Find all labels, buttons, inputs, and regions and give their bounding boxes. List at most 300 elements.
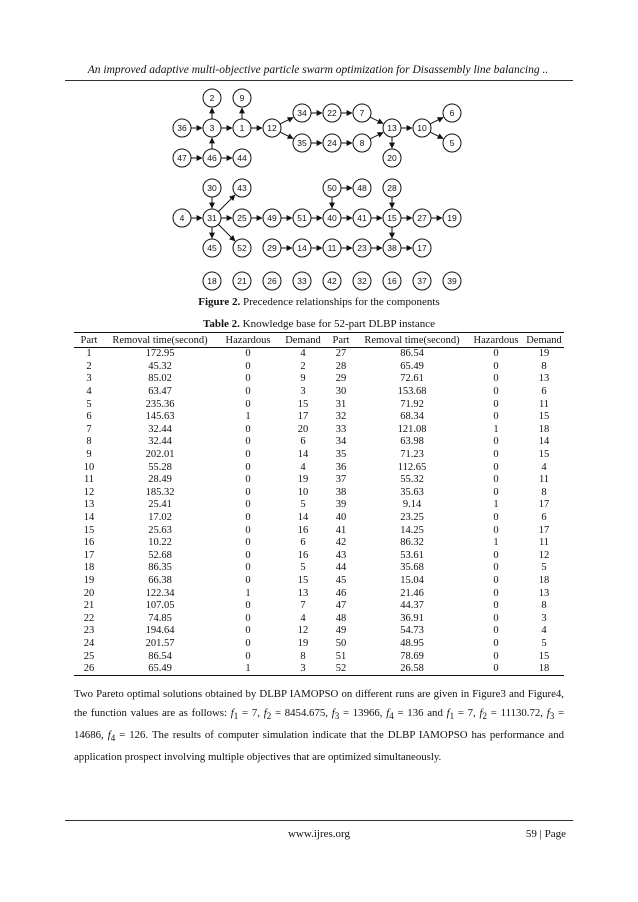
table-cell: 0 <box>493 474 499 486</box>
table-cell: 42 <box>335 537 347 549</box>
table-cell: 6 <box>541 386 547 398</box>
table-cell: 0 <box>245 449 251 461</box>
edge-10-5 <box>430 132 443 139</box>
node-label: 28 <box>387 183 397 194</box>
table-cell: 21 <box>83 600 95 612</box>
table-cell: 66.38 <box>148 574 172 586</box>
table-cell: 0 <box>245 637 251 649</box>
table-cell: 0 <box>493 524 499 536</box>
node-label: 47 <box>177 153 187 164</box>
table-cell: 10.22 <box>148 537 172 549</box>
table-cell: 3 <box>86 373 92 385</box>
node-label: 25 <box>237 213 247 224</box>
table-cell: 7 <box>300 600 306 612</box>
node-50 <box>323 179 341 197</box>
table-cell: 15.04 <box>400 574 424 586</box>
table-cell: 35.68 <box>400 562 424 574</box>
table-cell: 51 <box>335 650 347 662</box>
table-cell: 8 <box>541 360 547 372</box>
node-label: 18 <box>207 276 217 287</box>
node-43 <box>233 179 251 197</box>
table-cell: 185.32 <box>145 486 175 498</box>
table-cell: 20 <box>83 587 95 599</box>
table-cell: 19 <box>297 474 309 486</box>
table-cell: 1 <box>86 348 92 360</box>
table-cell: 0 <box>493 625 499 637</box>
sol2-f4: f <box>107 729 111 742</box>
table-cell: 45.32 <box>148 360 172 372</box>
table-header-cell: Hazardous <box>216 333 280 348</box>
node-10 <box>413 119 431 137</box>
sol2-f2-sub: 2 <box>482 711 488 722</box>
node-label: 34 <box>297 108 307 119</box>
table-cell: 40 <box>335 512 347 524</box>
table-cell: 0 <box>493 436 499 448</box>
table-cell: 121.08 <box>397 423 427 435</box>
table-cell: 17 <box>538 499 550 511</box>
table-cell: 19 <box>297 637 309 649</box>
node-label: 46 <box>207 153 217 164</box>
node-label: 40 <box>327 213 337 224</box>
footer-url: www.ijres.org <box>287 828 351 840</box>
table-cell: 8 <box>86 436 92 448</box>
sol2-f4-sub: 4 <box>110 733 116 744</box>
table-cell: 16 <box>297 549 309 561</box>
node-13 <box>383 119 401 137</box>
table-cell: 86.54 <box>400 348 424 360</box>
table-row <box>74 562 564 575</box>
table-cell: 4 <box>86 386 92 398</box>
node-45 <box>203 239 221 257</box>
node-35 <box>293 134 311 152</box>
table-cell: 0 <box>245 436 251 448</box>
sol2-f3: f <box>546 707 550 719</box>
node-20 <box>383 149 401 167</box>
table-cell: 18 <box>538 423 550 435</box>
node-16 <box>383 272 401 290</box>
node-48 <box>353 179 371 197</box>
node-label: 38 <box>387 243 397 254</box>
table-cell: 15 <box>297 574 309 586</box>
table-cell: 3 <box>300 386 306 398</box>
node-label: 39 <box>447 276 457 287</box>
table-cell: 16 <box>297 524 309 536</box>
table-cell: 8 <box>300 650 306 662</box>
node-31 <box>203 209 221 227</box>
node-24 <box>323 134 341 152</box>
table-row <box>74 386 564 399</box>
sol1-f2-sub: 2 <box>266 711 272 722</box>
node-label: 21 <box>237 276 247 287</box>
node-44 <box>233 149 251 167</box>
table-cell: 25 <box>83 650 95 662</box>
table-cell: 0 <box>493 348 499 360</box>
sol1-f2-val: = 8454.675 <box>274 707 326 719</box>
node-label: 11 <box>327 243 337 254</box>
table-cell: 0 <box>245 373 251 385</box>
node-34 <box>293 104 311 122</box>
table-cell: 1 <box>493 537 499 549</box>
node-label: 19 <box>447 213 457 224</box>
sol2-f3-val: = 14686 <box>74 707 565 742</box>
node-18 <box>203 272 221 290</box>
para-tail: . The results of computer simulation indicate that the DLBP IAMOPSO has performance and application prospect involving multiple objectives that are optimized simultaneously. <box>74 729 565 764</box>
figure-caption <box>0 296 638 308</box>
table-cell: 22 <box>83 612 95 624</box>
table-cell: 2 <box>300 360 306 372</box>
table-cell: 72.61 <box>400 373 424 385</box>
table-cell: 122.34 <box>145 587 175 599</box>
table-cell: 33 <box>335 423 347 435</box>
table-cell: 17.02 <box>148 512 172 524</box>
table-cell: 15 <box>538 411 550 423</box>
sol2-f4-val: = 126 <box>119 729 146 742</box>
node-label: 51 <box>297 213 307 224</box>
node-label: 20 <box>387 153 397 164</box>
table-cell: 0 <box>493 562 499 574</box>
table-cell: 13 <box>538 587 550 599</box>
table-cell: 30 <box>335 386 347 398</box>
table-cell: 153.68 <box>397 386 427 398</box>
node-22 <box>323 104 341 122</box>
table-cell: 0 <box>245 348 251 360</box>
table-caption <box>0 318 638 330</box>
table-row <box>74 474 564 487</box>
table-row <box>74 411 564 424</box>
table-header-cell: Demand <box>524 333 564 348</box>
table-cell: 48 <box>335 612 347 624</box>
edge-31-43 <box>218 195 235 212</box>
table-cell: 0 <box>245 650 251 662</box>
table-cell: 7 <box>86 423 92 435</box>
node-label: 3 <box>209 123 215 134</box>
table-row <box>74 625 564 638</box>
node-33 <box>293 272 311 290</box>
table-header-cell: Part <box>74 333 104 348</box>
node-label: 6 <box>449 108 455 119</box>
table-row <box>74 512 564 525</box>
node-label: 29 <box>267 243 277 254</box>
table-row <box>74 663 564 676</box>
table-cell: 15 <box>538 650 550 662</box>
table-cell: 17 <box>538 524 550 536</box>
node-label: 22 <box>327 108 337 119</box>
table-cell: 18 <box>83 562 95 574</box>
table-cell: 0 <box>245 423 251 435</box>
node-label: 7 <box>359 108 365 119</box>
table-cell: 21.46 <box>400 587 424 599</box>
table-cell: 0 <box>245 486 251 498</box>
table-cell: 86.32 <box>400 537 424 549</box>
footer-rule <box>65 820 573 821</box>
table-cell: 14 <box>83 512 95 524</box>
node-1 <box>233 119 251 137</box>
node-46 <box>203 149 221 167</box>
table-cell: 35.63 <box>400 486 424 498</box>
table-cell: 10 <box>297 486 309 498</box>
edge-12-34 <box>280 117 293 124</box>
table-cell: 0 <box>245 612 251 624</box>
node-23 <box>353 239 371 257</box>
node-label: 1 <box>239 123 245 134</box>
node-label: 27 <box>417 213 427 224</box>
table-cell: 0 <box>493 398 499 410</box>
table-cell: 12 <box>297 625 309 637</box>
node-label: 5 <box>449 138 455 149</box>
edge-31-52 <box>218 224 235 241</box>
table-cell: 194.64 <box>145 625 175 637</box>
table-label: Table 2. <box>203 318 240 330</box>
node-label: 43 <box>237 183 247 194</box>
node-label: 45 <box>207 243 217 254</box>
table-cell: 4 <box>300 461 306 473</box>
table-cell: 8 <box>541 600 547 612</box>
table-cell: 20 <box>297 423 309 435</box>
table-row <box>74 487 564 500</box>
table-cell: 0 <box>493 512 499 524</box>
table-cell: 5 <box>300 499 306 511</box>
table-cell: 0 <box>493 360 499 372</box>
edge-10-6 <box>430 117 443 124</box>
node-label: 32 <box>357 276 367 287</box>
table-cell: 0 <box>245 512 251 524</box>
node-label: 15 <box>387 213 397 224</box>
node-label: 42 <box>327 276 337 287</box>
table-cell: 12 <box>538 549 550 561</box>
sol1-f4-val: = 136 <box>397 707 424 719</box>
table-cell: 35 <box>335 449 347 461</box>
table-cell: 6 <box>300 436 306 448</box>
node-label: 49 <box>267 213 277 224</box>
node-label: 12 <box>267 123 277 134</box>
node-14 <box>293 239 311 257</box>
table-cell: 11 <box>538 537 550 549</box>
table-cell: 49 <box>335 625 347 637</box>
table-cell: 50 <box>335 637 347 649</box>
table-cell: 78.69 <box>400 650 424 662</box>
table-cell: 55.28 <box>148 461 172 473</box>
table-cell: 5 <box>541 562 547 574</box>
node-40 <box>323 209 341 227</box>
table-cell: 14 <box>538 436 550 448</box>
node-label: 26 <box>267 276 277 287</box>
node-12 <box>263 119 281 137</box>
table-cell: 68.34 <box>400 411 424 423</box>
table-cell: 0 <box>245 625 251 637</box>
sol1-f3-sub: 3 <box>334 711 340 722</box>
sol1-f3-val: = 13966 <box>342 707 380 719</box>
sol2-f3-sub: 3 <box>549 711 555 722</box>
table-cell: 8 <box>541 486 547 498</box>
edge-12-35 <box>280 132 293 139</box>
table-row <box>74 424 564 437</box>
table-cell: 0 <box>245 574 251 586</box>
table-cell: 39 <box>335 499 347 511</box>
table-cell: 52 <box>326 663 356 676</box>
table-cell: 19 <box>83 574 95 586</box>
table-cell: 15 <box>538 449 550 461</box>
table-cell: 1 <box>245 587 251 599</box>
table-cell: 6 <box>300 537 306 549</box>
table-row <box>74 524 564 537</box>
node-49 <box>263 209 281 227</box>
table-cell: 4 <box>541 461 547 473</box>
table-cell: 25.41 <box>148 499 172 511</box>
table-cell: 19 <box>538 348 550 360</box>
node-8 <box>353 134 371 152</box>
sol2-f1-val: = 7 <box>457 707 474 719</box>
table-cell: 46 <box>335 587 347 599</box>
table-cell: 54.73 <box>400 625 424 637</box>
table-row <box>74 550 564 563</box>
node-label: 33 <box>297 276 307 287</box>
node-30 <box>203 179 221 197</box>
table-cell: 45 <box>335 574 347 586</box>
running-title: An improved adaptive multi-objective particle swarm optimization for Disassembly line balancing .. <box>87 64 549 76</box>
node-9 <box>233 89 251 107</box>
table-cell: 24 <box>83 637 95 649</box>
table-cell: 13 <box>297 587 309 599</box>
sol2-f2-val: = 11130.72 <box>490 707 541 719</box>
node-label: 36 <box>177 123 187 134</box>
table-cell: 3 <box>541 612 547 624</box>
table-body <box>74 348 564 676</box>
node-37 <box>413 272 431 290</box>
table-cell: 13 <box>83 499 95 511</box>
node-label: 48 <box>357 183 367 194</box>
node-36 <box>173 119 191 137</box>
table-cell: 0 <box>245 600 251 612</box>
table-cell: 27 <box>335 348 347 360</box>
node-label: 14 <box>297 243 307 254</box>
node-label: 37 <box>417 276 427 287</box>
table-cell: 145.63 <box>145 411 175 423</box>
sol2-f1-sub: 1 <box>449 711 455 722</box>
table-cell: 63.47 <box>148 386 172 398</box>
node-label: 8 <box>359 138 365 149</box>
node-label: 52 <box>237 243 247 254</box>
edge-8-13 <box>370 132 383 139</box>
node-label: 4 <box>179 213 185 224</box>
table-cell: 65.49 <box>400 360 424 372</box>
table-cell: 12 <box>83 486 95 498</box>
table-cell: 37 <box>335 474 347 486</box>
table-cell: 32.44 <box>148 436 172 448</box>
table-cell: 0 <box>493 486 499 498</box>
node-label: 41 <box>357 213 367 224</box>
table-cell: 11 <box>538 398 550 410</box>
table-cell: 48.95 <box>400 637 424 649</box>
table-cell: 0 <box>493 574 499 586</box>
table-cell: 9 <box>300 373 306 385</box>
table-cell: 6 <box>86 411 92 423</box>
table-cell: 2 <box>86 360 92 372</box>
sol1-f4: f <box>386 707 390 719</box>
table-row <box>74 373 564 386</box>
node-label: 24 <box>327 138 337 149</box>
table-caption-text: Knowledge base for 52-part DLBP instance <box>242 318 435 330</box>
table-cell: 16 <box>83 537 95 549</box>
table-cell: 172.95 <box>145 348 175 360</box>
table-cell: 201.57 <box>145 637 175 649</box>
table-cell: 44.37 <box>400 600 424 612</box>
table-cell: 32.44 <box>148 423 172 435</box>
node-3 <box>203 119 221 137</box>
table-row <box>74 436 564 449</box>
para-and: and <box>427 707 443 719</box>
sol1-f4-sub: 4 <box>389 711 394 722</box>
table-cell: 11 <box>538 474 550 486</box>
table-cell: 6 <box>541 512 547 524</box>
table-cell: 15 <box>297 398 309 410</box>
table-cell: 1 <box>493 499 499 511</box>
node-label: 10 <box>417 123 427 134</box>
table-row <box>74 348 564 361</box>
table-cell: 0 <box>493 612 499 624</box>
node-label: 31 <box>207 213 217 224</box>
table-row <box>74 537 564 550</box>
table-cell: 3 <box>280 663 326 676</box>
table-header-row <box>74 333 564 348</box>
table-cell: 17 <box>83 549 95 561</box>
table-cell: 5 <box>86 398 92 410</box>
node-label: 44 <box>237 153 247 164</box>
table-row <box>74 499 564 512</box>
node-51 <box>293 209 311 227</box>
table-cell: 38 <box>335 486 347 498</box>
table-cell: 74.85 <box>148 612 172 624</box>
table-cell: 34 <box>335 436 347 448</box>
node-label: 17 <box>417 243 427 254</box>
table-cell: 85.02 <box>148 373 172 385</box>
table-cell: 14.25 <box>400 524 424 536</box>
table-header-cell: Part <box>326 333 356 348</box>
table-header-cell: Removal time(second) <box>104 333 216 348</box>
table-cell: 202.01 <box>145 449 175 461</box>
table-cell: 47 <box>335 600 347 612</box>
table-cell: 0 <box>245 360 251 372</box>
table-cell: 0 <box>245 474 251 486</box>
table-cell: 0 <box>493 386 499 398</box>
table-cell: 53.61 <box>400 549 424 561</box>
table-cell: 28.49 <box>148 474 172 486</box>
sol1-f1-sub: 1 <box>233 711 239 722</box>
table-cell: 23 <box>83 625 95 637</box>
node-label: 9 <box>239 93 245 104</box>
table-cell: 32 <box>335 411 347 423</box>
table-cell: 1 <box>245 411 251 423</box>
table-cell: 10 <box>83 461 95 473</box>
table-cell: 18 <box>538 574 550 586</box>
sol2-f2: f <box>479 707 483 719</box>
table-cell: 11 <box>83 474 95 486</box>
sol1-f1: f <box>230 707 234 719</box>
table-header-cell: Hazardous <box>468 333 524 348</box>
node-label: 30 <box>207 183 217 194</box>
table-cell: 14 <box>297 512 309 524</box>
table-cell: 41 <box>335 524 347 536</box>
node-47 <box>173 149 191 167</box>
table-row <box>74 361 564 374</box>
results-paragraph: Two Pareto optimal solutions obtained by DLBP IAMOPSO on different runs are given in Figure3 and Figure4, the function values are as follows: $f_1 = 7$, $f_2 = 8454.675$, $f_3 = 13966$, $f_4 = 136$ and $f_1 = 7$, $f_2 = 11130.72$, $f_3 = 14686$, $f_4 = 126$. The results of computer simulation indicate that the DLBP IAMOPSO has performance and application prospect involving multiple objectives that are optimized simultaneously. <box>74 688 565 764</box>
table-cell: 0 <box>245 499 251 511</box>
node-label: 2 <box>209 93 215 104</box>
table-cell: 0 <box>493 461 499 473</box>
table-cell: 28 <box>335 360 347 372</box>
table-cell: 0 <box>245 537 251 549</box>
node-28 <box>383 179 401 197</box>
table-cell: 4 <box>541 625 547 637</box>
